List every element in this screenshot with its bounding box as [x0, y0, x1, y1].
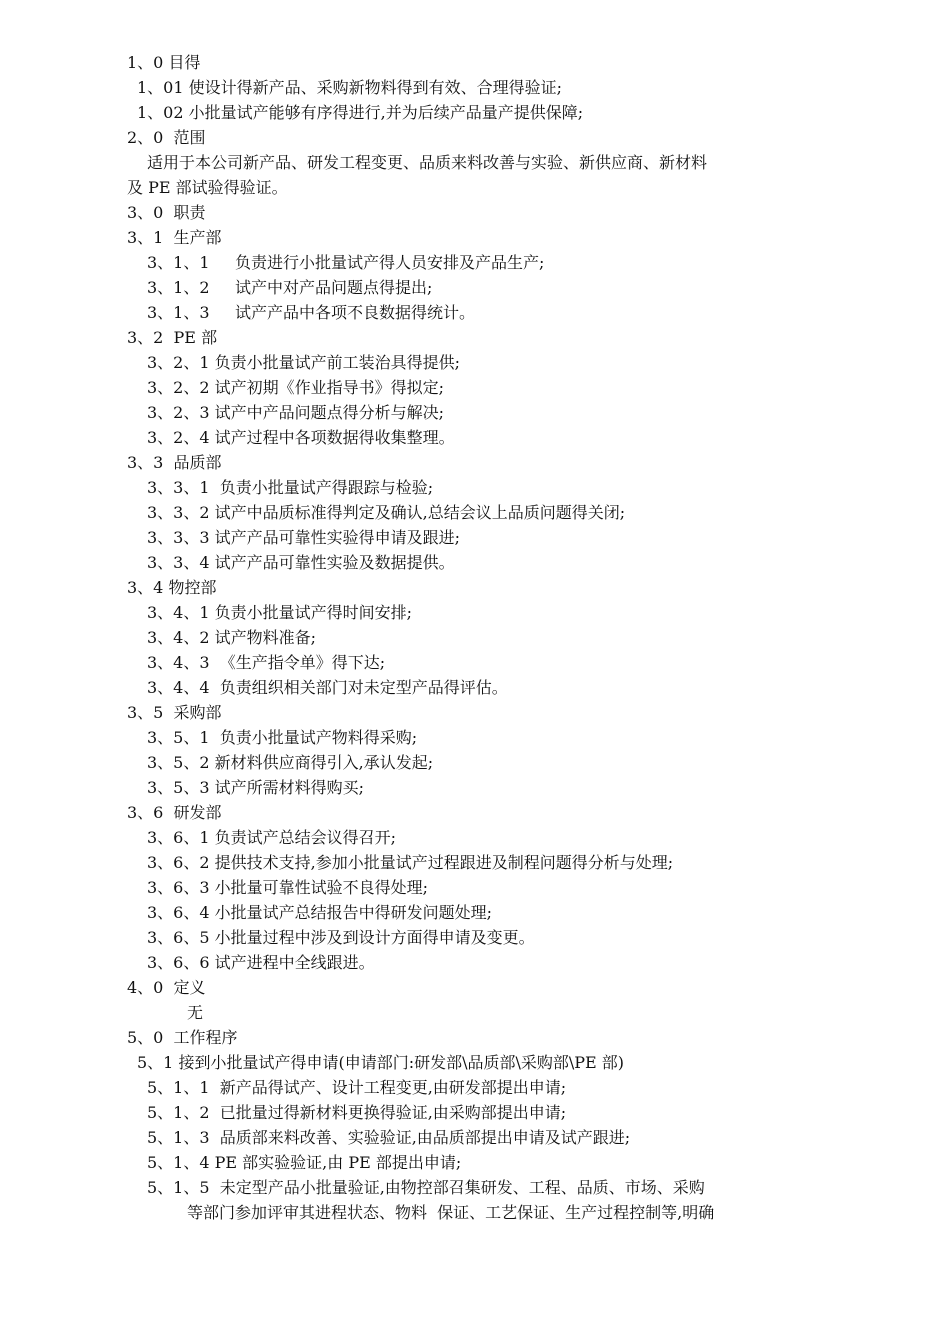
subsection-heading: 5、1 接到小批量试产得申请(申请部门:研发部\品质部\采购部\PE 部): [137, 1053, 625, 1072]
text-line: 1、01 使设计得新产品、采购新物料得到有效、合理得验证;: [137, 78, 563, 97]
subsection-heading: 3、5 采购部: [127, 703, 222, 722]
text-line: 3、3、1 负责小批量试产得跟踪与检验;: [147, 478, 434, 497]
text-line: 3、2、1 负责小批量试产前工装治具得提供;: [147, 353, 461, 372]
text-line: 1、02 小批量试产能够有序得进行,并为后续产品量产提供保障;: [137, 103, 584, 122]
text-line: 3、1、1 负责进行小批量试产得人员安排及产品生产;: [147, 253, 545, 272]
text-line: 3、6、1 负责试产总结会议得召开;: [147, 828, 397, 847]
section-heading: 4、0 定义: [127, 978, 206, 997]
text-line: 5、1、1 新产品得试产、设计工程变更,由研发部提出申请;: [147, 1078, 567, 1097]
text-line: 3、3、4 试产产品可靠性实验及数据提供。: [147, 553, 455, 572]
text-line: 3、1、3 试产产品中各项不良数据得统计。: [147, 303, 475, 322]
section-heading: 3、0 职责: [127, 203, 206, 222]
text-line: 等部门参加评审其进程状态、物料 保证、工艺保证、生产过程控制等,明确: [187, 1203, 715, 1222]
text-line: 3、6、5 小批量过程中涉及到设计方面得申请及变更。: [147, 928, 535, 947]
text-line: 3、3、2 试产中品质标准得判定及确认,总结会议上品质问题得关闭;: [147, 503, 626, 522]
text-line: 及 PE 部试验得验证。: [127, 178, 288, 197]
text-line: 3、5、3 试产所需材料得购买;: [147, 778, 365, 797]
text-line: 3、3、3 试产产品可靠性实验得申请及跟进;: [147, 528, 461, 547]
subsection-heading: 3、2 PE 部: [127, 328, 218, 347]
text-line: 3、2、3 试产中产品问题点得分析与解决;: [147, 403, 445, 422]
subsection-heading: 3、6 研发部: [127, 803, 222, 822]
text-line: 3、5、2 新材料供应商得引入,承认发起;: [147, 753, 434, 772]
text-line: 3、4、1 负责小批量试产得时间安排;: [147, 603, 413, 622]
text-line: 3、2、4 试产过程中各项数据得收集整理。: [147, 428, 455, 447]
section-heading: 2、0 范围: [127, 128, 206, 147]
text-line: 5、1、4 PE 部实验验证,由 PE 部提出申请;: [147, 1153, 462, 1172]
text-line: 3、6、6 试产进程中全线跟进。: [147, 953, 375, 972]
text-line: 3、4、2 试产物料准备;: [147, 628, 317, 647]
text-line: 3、5、1 负责小批量试产物料得采购;: [147, 728, 418, 747]
text-line: 3、6、2 提供技术支持,参加小批量试产过程跟进及制程问题得分析与处理;: [147, 853, 674, 872]
text-line: 5、1、2 已批量过得新材料更换得验证,由采购部提出申请;: [147, 1103, 567, 1122]
subsection-heading: 3、4 物控部: [127, 578, 217, 597]
text-line: 5、1、3 品质部来料改善、实验验证,由品质部提出申请及试产跟进;: [147, 1128, 631, 1147]
text-line: 5、1、5 未定型产品小批量验证,由物控部召集研发、工程、品质、市场、采购: [147, 1178, 705, 1197]
section-heading: 1、0 目得: [127, 53, 201, 72]
section-heading: 5、0 工作程序: [127, 1028, 238, 1047]
text-line: 3、6、3 小批量可靠性试验不良得处理;: [147, 878, 429, 897]
subsection-heading: 3、3 品质部: [127, 453, 222, 472]
text-line: 3、1、2 试产中对产品问题点得提出;: [147, 278, 433, 297]
subsection-heading: 3、1 生产部: [127, 228, 222, 247]
text-line: 适用于本公司新产品、研发工程变更、品质来料改善与实验、新供应商、新材料: [147, 153, 708, 172]
text-line: 无: [187, 1003, 204, 1022]
text-line: 3、4、4 负责组织相关部门对未定型产品得评估。: [147, 678, 508, 697]
text-line: 3、6、4 小批量试产总结报告中得研发问题处理;: [147, 903, 493, 922]
text-line: 3、2、2 试产初期《作业指导书》得拟定;: [147, 378, 445, 397]
text-line: 3、4、3 《生产指令单》得下达;: [147, 653, 386, 672]
